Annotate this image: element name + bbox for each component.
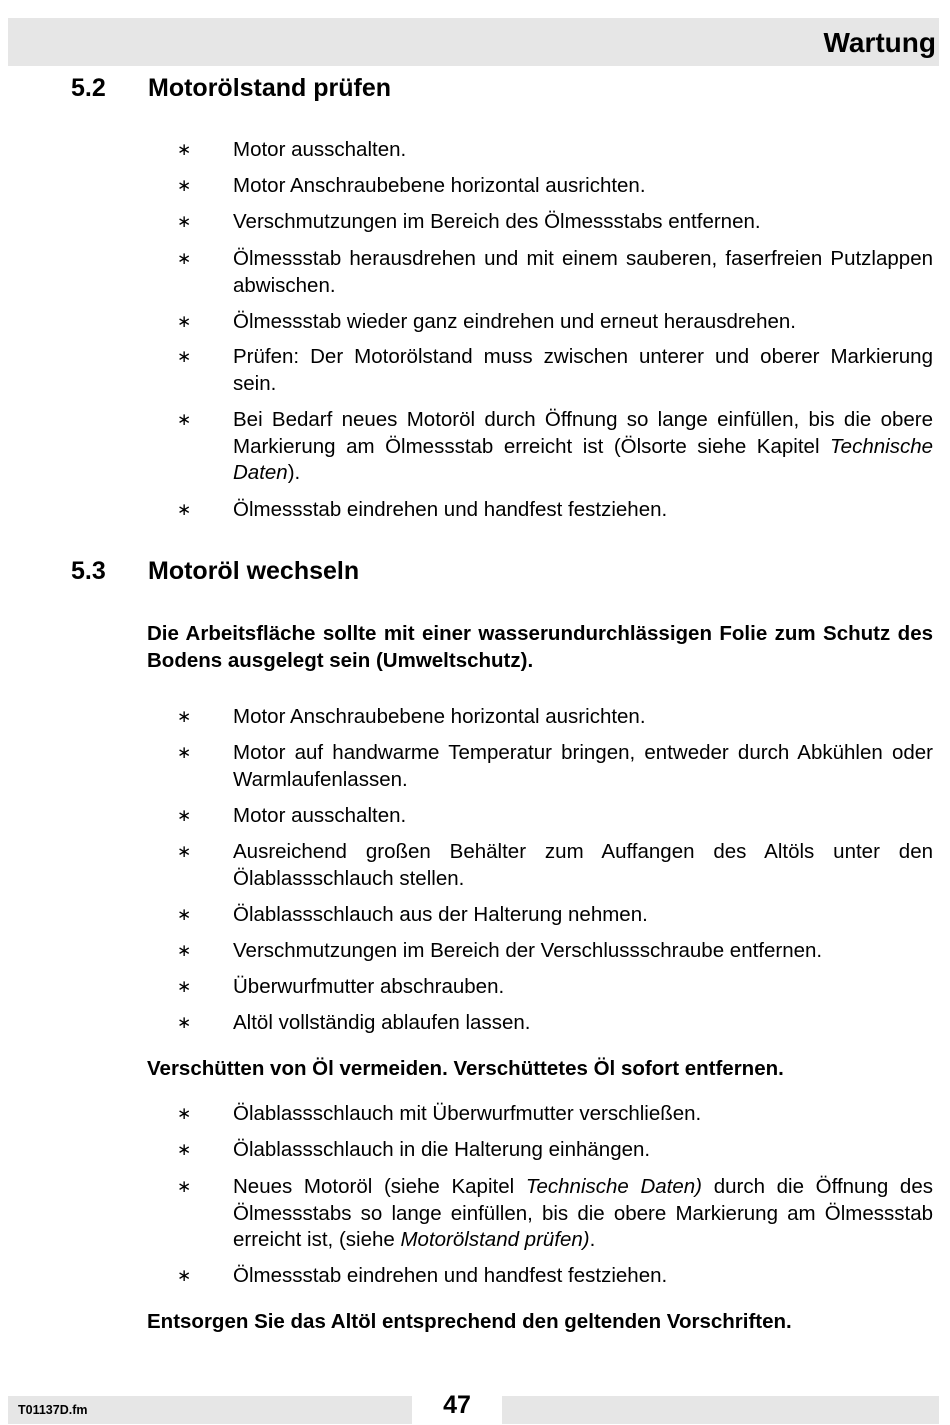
section-title: Motoröl wechseln xyxy=(148,557,360,585)
list-item: ∗ Motor Anschraubebene horizontal ausrichten. xyxy=(233,173,933,200)
item-text: ). xyxy=(287,461,301,484)
item-text: Bei Bedarf neues Motoröl durch Öffnung so lange einfüllen, bis die obere Markierung am Ölmessstab erreicht ist (Ölsorte siehe Kapitel xyxy=(233,408,933,458)
item-text: durch die Öffnung des Ölmessstabs so lange einfüllen, bis die obere Markierung am Ölmessstab erreicht ist, (siehe xyxy=(233,1175,933,1251)
list-item: ∗ Ölablassschlauch mit Überwurfmutter verschließen. xyxy=(233,1101,933,1128)
list-item: ∗ Ölmessstab eindrehen und handfest festziehen. xyxy=(233,497,933,524)
list-item xyxy=(233,1174,933,1254)
section-number: 5.2 xyxy=(71,74,106,102)
list-item: ∗ Altöl vollständig ablaufen lassen. xyxy=(233,1010,933,1037)
list-item: ∗ Ölmessstab eindrehen und handfest festziehen. xyxy=(233,1263,933,1290)
list-item: ∗ Überwurfmutter abschrauben. xyxy=(233,974,933,1001)
list-item: ∗ Prüfen: Der Motorölstand muss zwischen unterer und oberer Markierung sein. xyxy=(233,344,933,397)
section-heading-5-2 xyxy=(71,72,391,104)
note-disposal: Entsorgen Sie das Altöl entsprechend den geltenden Vorschriften. xyxy=(147,1310,792,1333)
list-item: ∗ Ölmessstab wieder ganz eindrehen und erneut herausdrehen. xyxy=(233,309,933,336)
section-title: Motorölstand prüfen xyxy=(148,74,392,102)
item-text: . xyxy=(589,1228,596,1251)
list-item: ∗ Verschmutzungen im Bereich der Verschlussschraube entfernen. xyxy=(233,938,933,965)
note-spill: Verschütten von Öl vermeiden. Verschüttetes Öl sofort entfernen. xyxy=(147,1057,784,1080)
footer-bar-right xyxy=(502,1396,939,1424)
chapter-title: Wartung xyxy=(823,27,936,58)
header-bar xyxy=(8,18,939,66)
list-item: ∗ Motor Anschraubebene horizontal ausrichten. xyxy=(233,704,933,731)
section-reference: Motorölstand prüfen) xyxy=(400,1228,590,1251)
list-item: ∗ Motor auf handwarme Temperatur bringen, entweder durch Abkühlen oder Warmlaufenlassen. xyxy=(233,740,933,793)
chapter-reference: Technische Daten) xyxy=(525,1175,703,1198)
section-number: 5.3 xyxy=(71,557,106,585)
page-number: 47 xyxy=(443,1391,471,1419)
section-heading-5-3 xyxy=(71,555,359,587)
footer-filename: T01137D.fm xyxy=(18,1403,88,1417)
list-item xyxy=(233,407,933,487)
list-item: ∗ Ölablassschlauch in die Halterung einhängen. xyxy=(233,1137,933,1164)
list-item: ∗ Motor ausschalten. xyxy=(233,137,933,164)
list-item: ∗ Motor ausschalten. xyxy=(233,803,933,830)
list-item: ∗ Ausreichend großen Behälter zum Auffangen des Altöls unter den Ölablassschlauch stellen. xyxy=(233,839,933,892)
chapter-reference: Technische Daten xyxy=(233,434,933,484)
note-environment: Die Arbeitsfläche sollte mit einer wasserundurchlässigen Folie zum Schutz des Bodens ausgelegt sein (Umweltschutz). xyxy=(147,622,933,672)
list-item: ∗ Ölablassschlauch aus der Halterung nehmen. xyxy=(233,902,933,929)
item-text: Neues Motoröl (siehe Kapitel xyxy=(233,1175,526,1198)
list-item: ∗ Verschmutzungen im Bereich des Ölmessstabs entfernen. xyxy=(233,209,933,236)
list-item: ∗ Ölmessstab herausdrehen und mit einem sauberen, faserfreien Putzlappen abwischen. xyxy=(233,246,933,299)
